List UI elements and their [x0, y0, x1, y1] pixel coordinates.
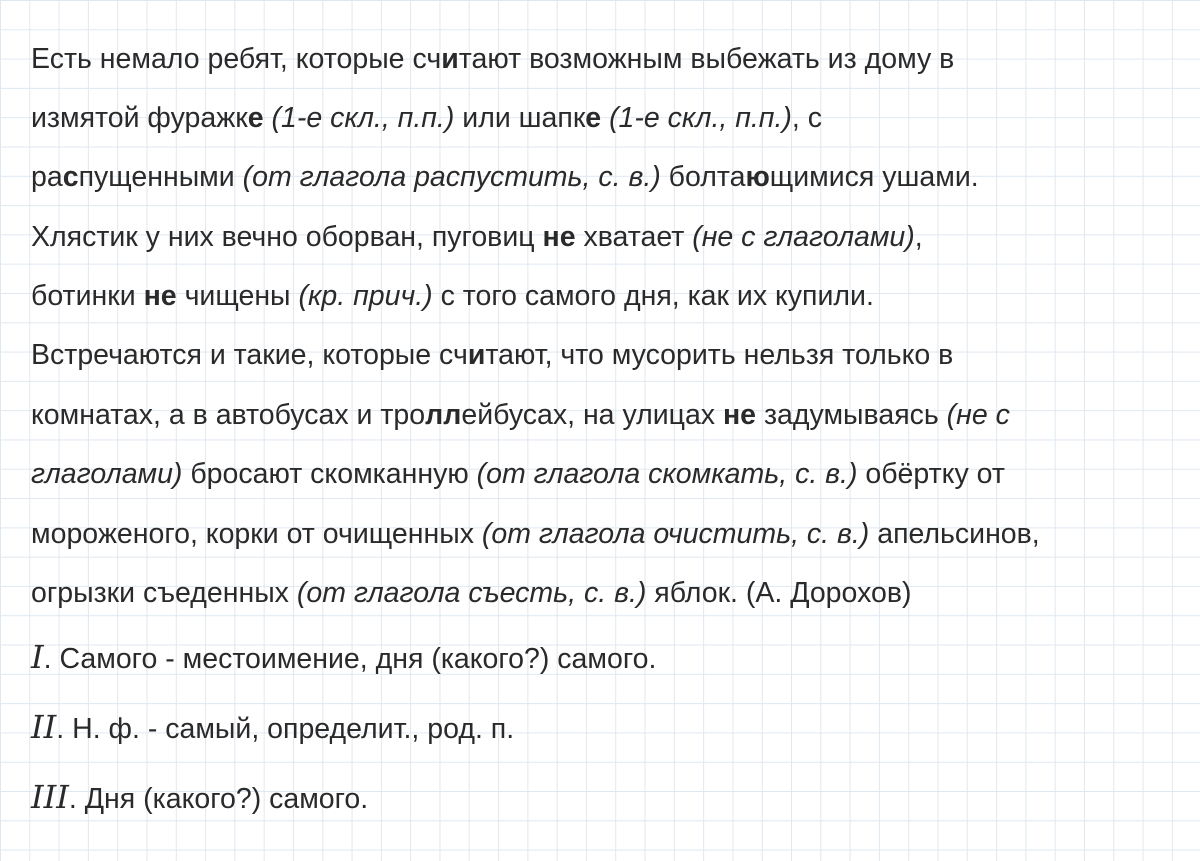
text-run: , с [791, 102, 822, 134]
analysis-step-3 [31, 768, 368, 826]
text-run: пущенными [78, 161, 243, 193]
text-line-4 [31, 208, 923, 266]
text-run: обёртку от [857, 458, 1005, 490]
text-run: хватает [575, 221, 693, 253]
text-run: мороженого, корки от очищенных [31, 518, 482, 550]
step-text: . Н. ф. - самый, определит., род. п. [56, 713, 515, 745]
text-line-10 [31, 564, 911, 622]
highlighted-letter: лл [425, 399, 462, 431]
grammar-note: (не с глаголами) [692, 221, 915, 253]
highlighted-letter: е [585, 102, 602, 134]
grammar-note: (1-е скл., п.п.) [271, 102, 455, 134]
analysis-step-1 [31, 628, 656, 686]
text-line-5 [31, 267, 874, 325]
grammar-note: (не с [946, 399, 1010, 431]
text-line-1 [31, 30, 954, 88]
highlighted-letter: ю [745, 161, 770, 193]
analysis-step-2 [31, 698, 514, 756]
text-run: Есть немало ребят, которые сч [31, 43, 442, 75]
text-run [264, 102, 272, 134]
text-run: щимися ушами. [769, 161, 979, 193]
step-number: I [31, 638, 44, 676]
text-run: ра [31, 161, 63, 193]
text-run: ейбусах, на улицах [461, 399, 723, 431]
text-run: или шапк [454, 102, 586, 134]
text-run: тают возможным выбежать из дому в [458, 43, 955, 75]
grammar-note: (от глагола скомкать, с. в.) [476, 458, 858, 490]
step-number: II [31, 708, 57, 746]
text-run: яблок. (А. Дорохов) [646, 577, 912, 609]
highlighted-letter: и [441, 43, 459, 75]
text-run: ботинки [31, 280, 144, 312]
step-text: . Дня (какого?) самого. [68, 783, 369, 815]
grammar-note: глаголами) [31, 458, 183, 490]
text-run: , [914, 221, 923, 253]
text-line-3 [31, 148, 979, 206]
text-run: бросают скомканную [182, 458, 477, 490]
grammar-note: (от глагола съесть, с. в.) [296, 577, 647, 609]
text-run: задумываясь [756, 399, 947, 431]
text-line-9 [31, 505, 1040, 563]
highlighted-letter: и [467, 339, 486, 371]
grammar-note: (1-е скл., п.п.) [609, 102, 792, 134]
text-line-7 [31, 386, 1010, 444]
text-run: комнатах, а в автобусах и тро [31, 399, 426, 431]
text-run: огрызки съеденных [31, 577, 297, 609]
highlighted-particle: не [722, 399, 757, 431]
grammar-note: (от глагола очистить, с. в.) [481, 518, 870, 550]
text-run: чищены [176, 280, 299, 312]
grammar-note: (кр. прич.) [298, 280, 433, 312]
text-run: Встречаются и такие, которые сч [31, 339, 468, 371]
highlighted-particle: не [143, 280, 177, 312]
highlighted-letter: е [247, 102, 264, 134]
text-run: Хлястик у них вечно оборван, пуговиц [31, 221, 543, 253]
text-run: с того самого дня, как их купили. [432, 280, 874, 312]
text-run: апельсинов, [869, 518, 1040, 550]
step-number: III [31, 778, 69, 816]
text-line-2 [31, 89, 822, 147]
step-text: . Самого - местоимение, дня (какого?) самого. [43, 643, 657, 675]
text-run: болта [660, 161, 746, 193]
text-run [601, 102, 609, 134]
text-run: тают, что мусорить нельзя только в [485, 339, 954, 371]
text-line-6 [31, 326, 953, 384]
highlighted-particle: не [542, 221, 576, 253]
text-line-8 [31, 445, 1005, 503]
text-run: измятой фуражк [31, 102, 248, 134]
grammar-note: (от глагола распустить, с. в.) [242, 161, 661, 193]
highlighted-letter: с [62, 161, 79, 193]
